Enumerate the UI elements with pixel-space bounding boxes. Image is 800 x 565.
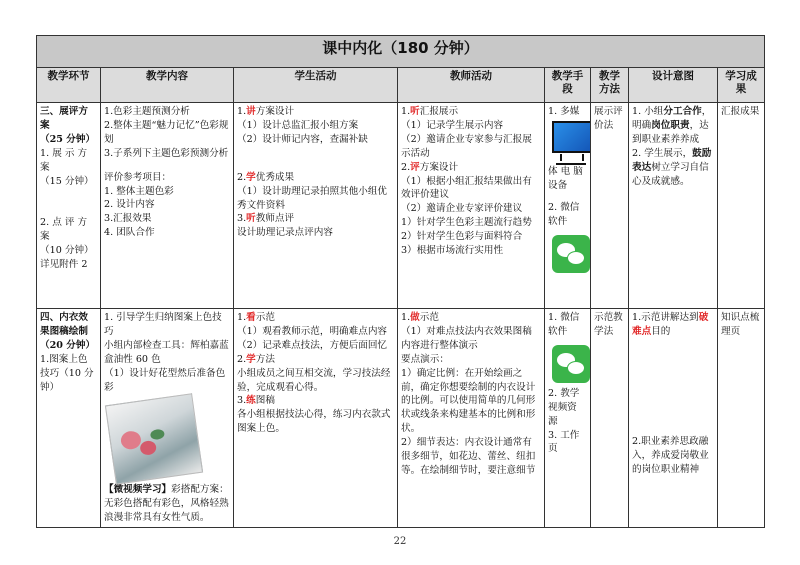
method-cell: 示范教学法 [591, 309, 629, 528]
means-cell: 1. 微信 软件 2. 教学 视频资 源 3. 工作 页 [545, 309, 591, 528]
intent-cell: 1. 小组分工合作，明确岗位职责，达到职业素养养成 2. 学生展示，鼓励表达树立学习自信心及成就感。 [629, 103, 718, 309]
result-cell: 知识点梳理页 [718, 309, 765, 528]
fabric-pattern-image [105, 394, 203, 485]
header-stage: 教学环节 [37, 68, 101, 103]
header-content: 教学内容 [101, 68, 234, 103]
header-intent: 设计意图 [629, 68, 718, 103]
content-cell: 1. 引导学生归纳图案上色技巧 小组内部检查工具：辉柏嘉蓝盒油性 60 色 （1）设计好花型然后准备色彩 【微视频学习】彩搭配方案：无彩色搭配有彩色，风格轻熟浪漫非常具有女性气质。 [101, 309, 234, 528]
means-cell: 1. 多媒 体 电 脑 设备 2. 微信 软件 [545, 103, 591, 309]
student-cell: 1.看示范 （1）观看教师示范，明确难点内容 （2）记录难点技法，方便后面回忆 2.学方法 小组成员之间互相交流，学习技法经验，完成观看心得。 3.练图稿 各小组根据技法心得，练习内衣款式图案上色。 [234, 309, 398, 528]
header-method: 教学方法 [591, 68, 629, 103]
teacher-cell: 1.听汇报展示 （1）记录学生展示内容 （2）邀请企业专家参与汇报展示活动 2.评方案设计 （1）根据小组汇报结果做出有效评价建议 （2）邀请企业专家评价建议 1）针对学生色彩主题流行趋势 2）针对学生色彩与面料符合 3）根据市场流行实用性 [398, 103, 545, 309]
teacher-cell: 1.做示范 （1）对难点技法内衣效果图稿内容进行整体演示 要点演示： 1）确定比例：在开始绘画之前，确定你想要绘制的内衣设计的比例。可以使用简单的几何形状或线条来构建基本的比例和形状。 2）细节表达：内衣设计通常有很多细节，如花边、蕾丝、纽扣等。在绘制细节时，要注意细节 [398, 309, 545, 528]
header-result: 学习成果 [718, 68, 765, 103]
lesson-plan-table [36, 35, 765, 528]
table-row [37, 309, 765, 528]
result-cell: 汇报成果 [718, 103, 765, 309]
table-title: 课中内化（180 分钟） [37, 36, 765, 68]
wechat-icon [552, 345, 590, 383]
table-row [37, 103, 765, 309]
header-teacher: 教师活动 [398, 68, 545, 103]
content-cell: 1.色彩主题预测分析 2.整体主题“魅力记忆”色彩规划 3.子系列下主题色彩预测分析 评价参考项目： 1. 整体主题色彩 2. 设计内容 3.汇报效果 4. 团队合作 [101, 103, 234, 309]
student-cell: 1.讲方案设计 （1）设计总监汇报小组方案 （2）设计师记内容，查漏补缺 2.学优秀成果 （1）设计助理记录拍照其他小组优秀文件资料 3.听教师点评 设计助理记录点评内容 [234, 103, 398, 309]
intent-cell: 1.示范讲解达到破难点目的 2.职业素养思政融入，养成爱岗敬业的岗位职业精神 [629, 309, 718, 528]
header-student: 学生活动 [234, 68, 398, 103]
method-cell: 展示评价法 [591, 103, 629, 309]
header-means: 教学手段 [545, 68, 591, 103]
stage-cell: 四、内衣效果图稿绘制（20 分钟） 1.图案上色技巧（10 分钟） [37, 309, 101, 528]
stage-cell: 三、展评方案 （25 分钟） 1. 展 示 方 案 （15 分钟） 2. 点 评 方 案 （10 分钟） 详见附件 2 [37, 103, 101, 309]
page-number: 22 [393, 536, 407, 547]
wechat-icon [552, 235, 590, 273]
computer-monitor-icon [552, 121, 591, 153]
